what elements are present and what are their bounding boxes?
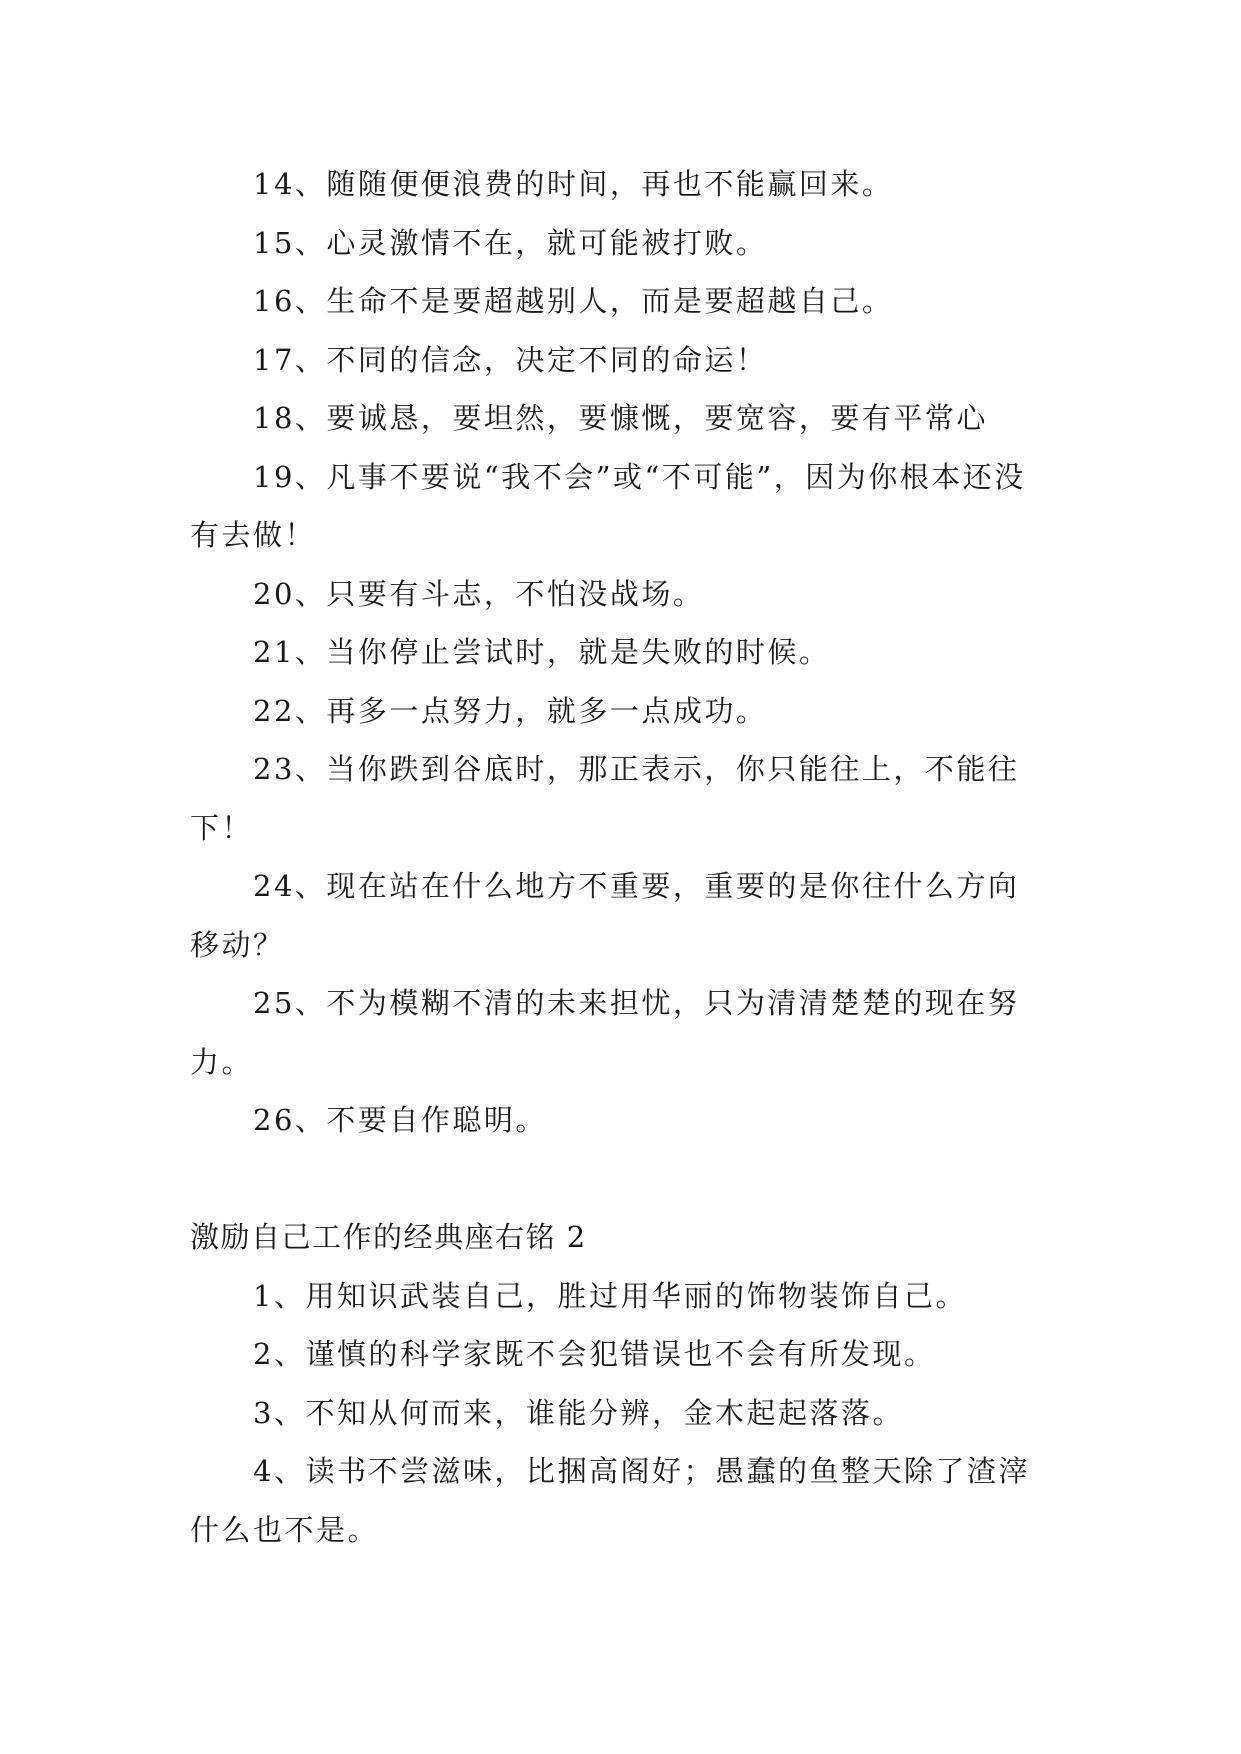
quote-paragraph: 15、心灵激情不在，就可能被打败。 — [253, 225, 768, 260]
quote-paragraph: 17、不同的信念，决定不同的命运！ — [253, 342, 768, 377]
section-heading: 激励自己工作的经典座右铭 2 — [190, 1220, 587, 1254]
quote-paragraph: 2、谨慎的科学家既不会犯错误也不会有所发现。 — [253, 1337, 936, 1371]
quote-paragraph: 18、要诚恳，要坦然，要慷慨，要宽容，要有平常心 — [253, 401, 988, 435]
quote-paragraph: 1、用知识武装自己，胜过用华丽的饰物装饰自己。 — [253, 1278, 967, 1313]
quote-paragraph: 24、现在站在什么地方不重要，重要的是你往什么方向移动？ — [190, 869, 1020, 962]
quote-paragraph: 21、当你停止尝试时，就是失败的时候。 — [253, 635, 831, 669]
quote-paragraph: 16、生命不是要超越别人，而是要超越自己。 — [253, 284, 894, 318]
quote-paragraph: 4、读书不尝滋味，比捆高阁好；愚蠢的鱼整天除了渣滓什么也不是。 — [190, 1454, 1030, 1547]
quote-paragraph: 25、不为模糊不清的未来担忧，只为清清楚楚的现在努力。 — [190, 986, 1020, 1079]
quote-paragraph: 3、不知从何而来，谁能分辨，金木起起落落。 — [253, 1395, 904, 1430]
quote-paragraph: 14、随随便便浪费的时间，再也不能赢回来。 — [253, 167, 894, 201]
document-body — [190, 155, 1050, 1559]
quote-paragraph: 20、只要有斗志，不怕没战场。 — [253, 576, 705, 611]
quote-paragraph: 22、再多一点努力，就多一点成功。 — [253, 693, 768, 728]
quote-paragraph: 19、凡事不要说“我不会”或“不可能”，因为你根本还没有去做！ — [190, 459, 1026, 552]
quote-paragraph: 23、当你跌到谷底时，那正表示，你只能往上，不能往下！ — [190, 752, 1020, 845]
quote-paragraph: 26、不要自作聪明。 — [253, 1103, 547, 1137]
